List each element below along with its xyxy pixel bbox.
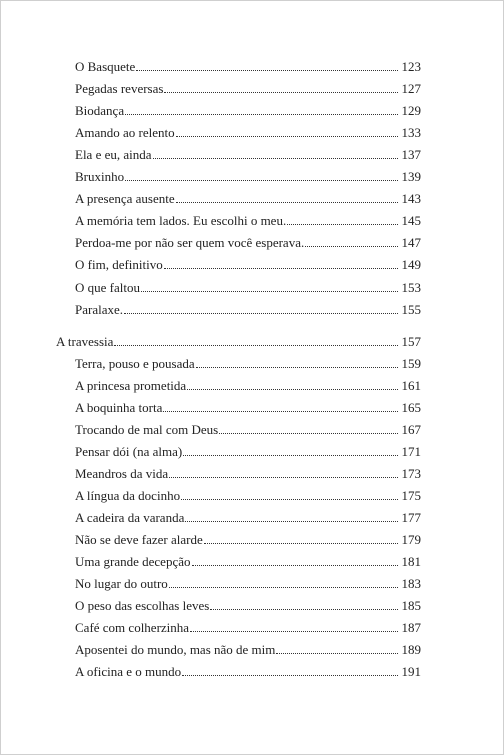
toc-entry-title: Trocando de mal com Deus <box>75 421 219 437</box>
toc-entry-page: 145 <box>401 213 421 229</box>
toc-dot-leader <box>196 367 398 368</box>
toc-entry-title: A língua da docinho <box>75 487 181 503</box>
toc-dot-leader <box>164 268 398 269</box>
toc-entry-page: 173 <box>401 465 421 481</box>
toc-entry[interactable] <box>1 482 421 504</box>
toc-entry-page: 175 <box>401 487 421 503</box>
toc-dot-leader <box>183 455 398 456</box>
toc-entry-title: Aposentei do mundo, mas não de mim <box>75 642 276 658</box>
toc-entry[interactable] <box>1 185 421 207</box>
toc-entry-title: A princesa prometida <box>75 377 187 393</box>
toc-entry-title: Meandros da vida <box>75 465 169 481</box>
toc-entry-page: 133 <box>401 125 421 141</box>
toc-entry[interactable] <box>1 438 421 460</box>
table-of-contents <box>1 53 503 680</box>
toc-entry-title: A cadeira da varanda <box>75 509 185 525</box>
toc-entry-page: 155 <box>401 301 421 317</box>
toc-dot-leader <box>124 313 398 314</box>
toc-entry-page: 167 <box>401 421 421 437</box>
toc-dot-leader <box>125 114 398 115</box>
toc-entry-page: 143 <box>401 191 421 207</box>
toc-entry-title: O peso das escolhas leves <box>75 598 210 614</box>
toc-entry[interactable] <box>1 372 421 394</box>
toc-entry-page: 165 <box>401 399 421 415</box>
toc-entry[interactable] <box>1 207 421 229</box>
toc-entry-title: A oficina e o mundo <box>75 664 182 680</box>
toc-entry[interactable] <box>1 636 421 658</box>
toc-entry-page: 185 <box>401 598 421 614</box>
toc-entry-title: Não se deve fazer alarde <box>75 532 203 548</box>
toc-entry-title: Café com colherzinha <box>75 620 190 636</box>
toc-entry-page: 123 <box>401 59 421 75</box>
toc-entry[interactable] <box>1 526 421 548</box>
toc-entry-page: 137 <box>401 147 421 163</box>
toc-section-title: A travessia <box>56 333 114 349</box>
toc-dot-leader <box>190 631 398 632</box>
toc-entry-page: 183 <box>401 576 421 592</box>
toc-dot-leader <box>276 653 398 654</box>
toc-entry[interactable] <box>1 394 421 416</box>
toc-dot-leader <box>204 543 398 544</box>
toc-dot-leader <box>187 389 398 390</box>
toc-entry-page: 189 <box>401 642 421 658</box>
toc-entry-title: O que faltou <box>75 279 140 295</box>
toc-entry[interactable] <box>1 614 421 636</box>
toc-entry-title: Biodança <box>75 103 125 119</box>
toc-dot-leader <box>125 180 398 181</box>
toc-entry-page: 161 <box>401 377 421 393</box>
toc-entry-title: Ela e eu, ainda <box>75 147 152 163</box>
toc-dot-leader <box>114 345 398 346</box>
toc-entry[interactable] <box>1 658 421 680</box>
toc-entry-page: 181 <box>401 554 421 570</box>
toc-entry-page: 129 <box>401 103 421 119</box>
toc-entry-title: Perdoa-me por não ser quem você esperava. <box>75 235 305 251</box>
toc-dot-leader <box>163 411 398 412</box>
toc-entry[interactable] <box>1 273 421 295</box>
toc-entry-page: 147 <box>401 235 421 251</box>
toc-section-entry[interactable] <box>1 328 421 350</box>
toc-entry-title: A boquinha torta <box>75 399 163 415</box>
toc-entry[interactable] <box>1 53 421 75</box>
toc-entry[interactable] <box>1 504 421 526</box>
toc-dot-leader <box>169 587 398 588</box>
toc-entry[interactable] <box>1 592 421 614</box>
toc-dot-leader <box>192 565 399 566</box>
toc-entry-title: A presença ausente <box>75 191 175 207</box>
toc-entry-title: Paralaxe. <box>75 301 124 317</box>
toc-dot-leader <box>176 136 398 137</box>
toc-dot-leader <box>287 224 398 225</box>
toc-entry[interactable] <box>1 251 421 273</box>
toc-entry[interactable] <box>1 460 421 482</box>
toc-entry[interactable] <box>1 75 421 97</box>
toc-entry-page: 179 <box>401 532 421 548</box>
toc-entry-title: A memória tem lados. Eu escolhi o meu. <box>75 213 287 229</box>
toc-entry-page: 177 <box>401 509 421 525</box>
toc-dot-leader <box>210 609 398 610</box>
toc-entry-page: 171 <box>401 443 421 459</box>
toc-dot-leader <box>141 291 398 292</box>
toc-entry-page: 139 <box>401 169 421 185</box>
toc-entry-title: No lugar do outro <box>75 576 168 592</box>
toc-entry-title: Pensar dói (na alma) <box>75 443 183 459</box>
toc-entry-page: 153 <box>401 279 421 295</box>
toc-entry[interactable] <box>1 570 421 592</box>
toc-entry-page: 149 <box>401 257 421 273</box>
toc-dot-leader <box>181 499 398 500</box>
toc-entry[interactable] <box>1 119 421 141</box>
toc-entry[interactable] <box>1 350 421 372</box>
toc-dot-leader <box>185 521 398 522</box>
toc-entry[interactable] <box>1 296 421 318</box>
toc-entry[interactable] <box>1 97 421 119</box>
toc-entry-title: O Basquete <box>75 59 136 75</box>
toc-entry-title: Bruxinho <box>75 169 125 185</box>
toc-dot-leader <box>176 202 398 203</box>
toc-dot-leader <box>305 246 398 247</box>
toc-entry-title: Pegadas reversas <box>75 81 164 97</box>
toc-entry[interactable] <box>1 548 421 570</box>
toc-dot-leader <box>136 70 398 71</box>
toc-entry-title: Uma grande decepção <box>75 554 191 570</box>
toc-entry-page: 159 <box>401 355 421 371</box>
toc-entry-title: O fim, definitivo <box>75 257 163 273</box>
toc-entry[interactable] <box>1 163 421 185</box>
toc-dot-leader <box>219 433 398 434</box>
toc-dot-leader <box>169 477 398 478</box>
toc-entry-title: Terra, pouso e pousada <box>75 355 195 371</box>
toc-entry[interactable] <box>1 141 421 163</box>
toc-dot-leader <box>182 675 398 676</box>
toc-dot-leader <box>153 158 398 159</box>
toc-section-page: 157 <box>401 333 421 349</box>
toc-entry-page: 187 <box>401 620 421 636</box>
toc-entry[interactable] <box>1 229 421 251</box>
toc-entry-page: 191 <box>401 664 421 680</box>
toc-entry-page: 127 <box>401 81 421 97</box>
toc-entry-title: Amando ao relento <box>75 125 175 141</box>
toc-entry[interactable] <box>1 416 421 438</box>
toc-dot-leader <box>164 92 398 93</box>
